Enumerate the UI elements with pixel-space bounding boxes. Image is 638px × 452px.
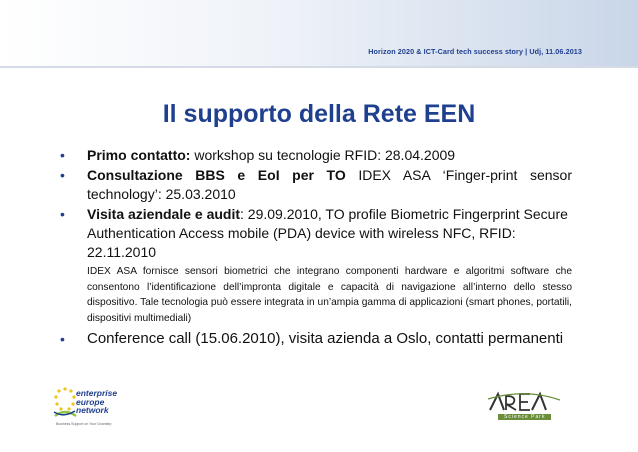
- header-band: [0, 0, 638, 68]
- bullet-item-conference-call: [60, 329, 572, 349]
- header-caption: Horizon 2020 & ICT-Card tech success story | Udj, 11.06.2013: [368, 47, 582, 56]
- bullet-icon: •: [60, 206, 65, 222]
- area-mark-icon: [486, 390, 564, 414]
- idex-note: IDEX ASA fornisce sensori biometrici che integrano componenti hardware e algoritmi software che consentono l’identificazione dell’impronta digitale e capacità di navigazione all’interno dello stesso dispositivo. Tale tecnologia può essere integrata in un’ampia gamma di applicazioni (smart phones, portatili, dispositivi multimediali): [87, 266, 572, 324]
- item-label: Visita aziendale e audit: [87, 206, 241, 222]
- een-stars-icon: [52, 386, 78, 420]
- area-subtitle: Science Park: [498, 414, 551, 420]
- item-text: Conference call (15.06.2010), visita azienda a Oslo, contatti permanenti: [87, 330, 564, 347]
- item-label: Consultazione BBS e EoI per TO: [87, 167, 346, 183]
- item-text: IDEX ASA ‘Finger-print sensor technology’: 25.03.2010: [87, 167, 572, 202]
- bullet-icon: •: [60, 331, 65, 347]
- item-text: : 29.09.2010, TO profile Biometric Fingerprint Secure Authentication Access mobile (PDA) device with wireless NFC, RFID: 22.11.2010: [87, 206, 568, 260]
- item-text: workshop su tecnologie RFID: 28.04.2009: [190, 147, 456, 163]
- enterprise-europe-network-logo: [52, 386, 172, 432]
- bullet-item-consultazione: [60, 166, 572, 204]
- area-science-park-logo: [486, 390, 564, 424]
- bullet-item-visita: [60, 205, 572, 262]
- item-label: Primo contatto:: [87, 147, 191, 163]
- bullet-item-primo-contatto: [60, 146, 572, 165]
- slide-content: [60, 146, 572, 350]
- bullet-icon: •: [60, 167, 65, 183]
- bullet-icon: •: [60, 147, 65, 163]
- een-wordmark: enterprise europe network: [76, 388, 118, 415]
- slide-title: Il supporto della Rete EEN: [162, 100, 476, 128]
- een-tagline: Business Support on Your Doorstep: [56, 422, 112, 426]
